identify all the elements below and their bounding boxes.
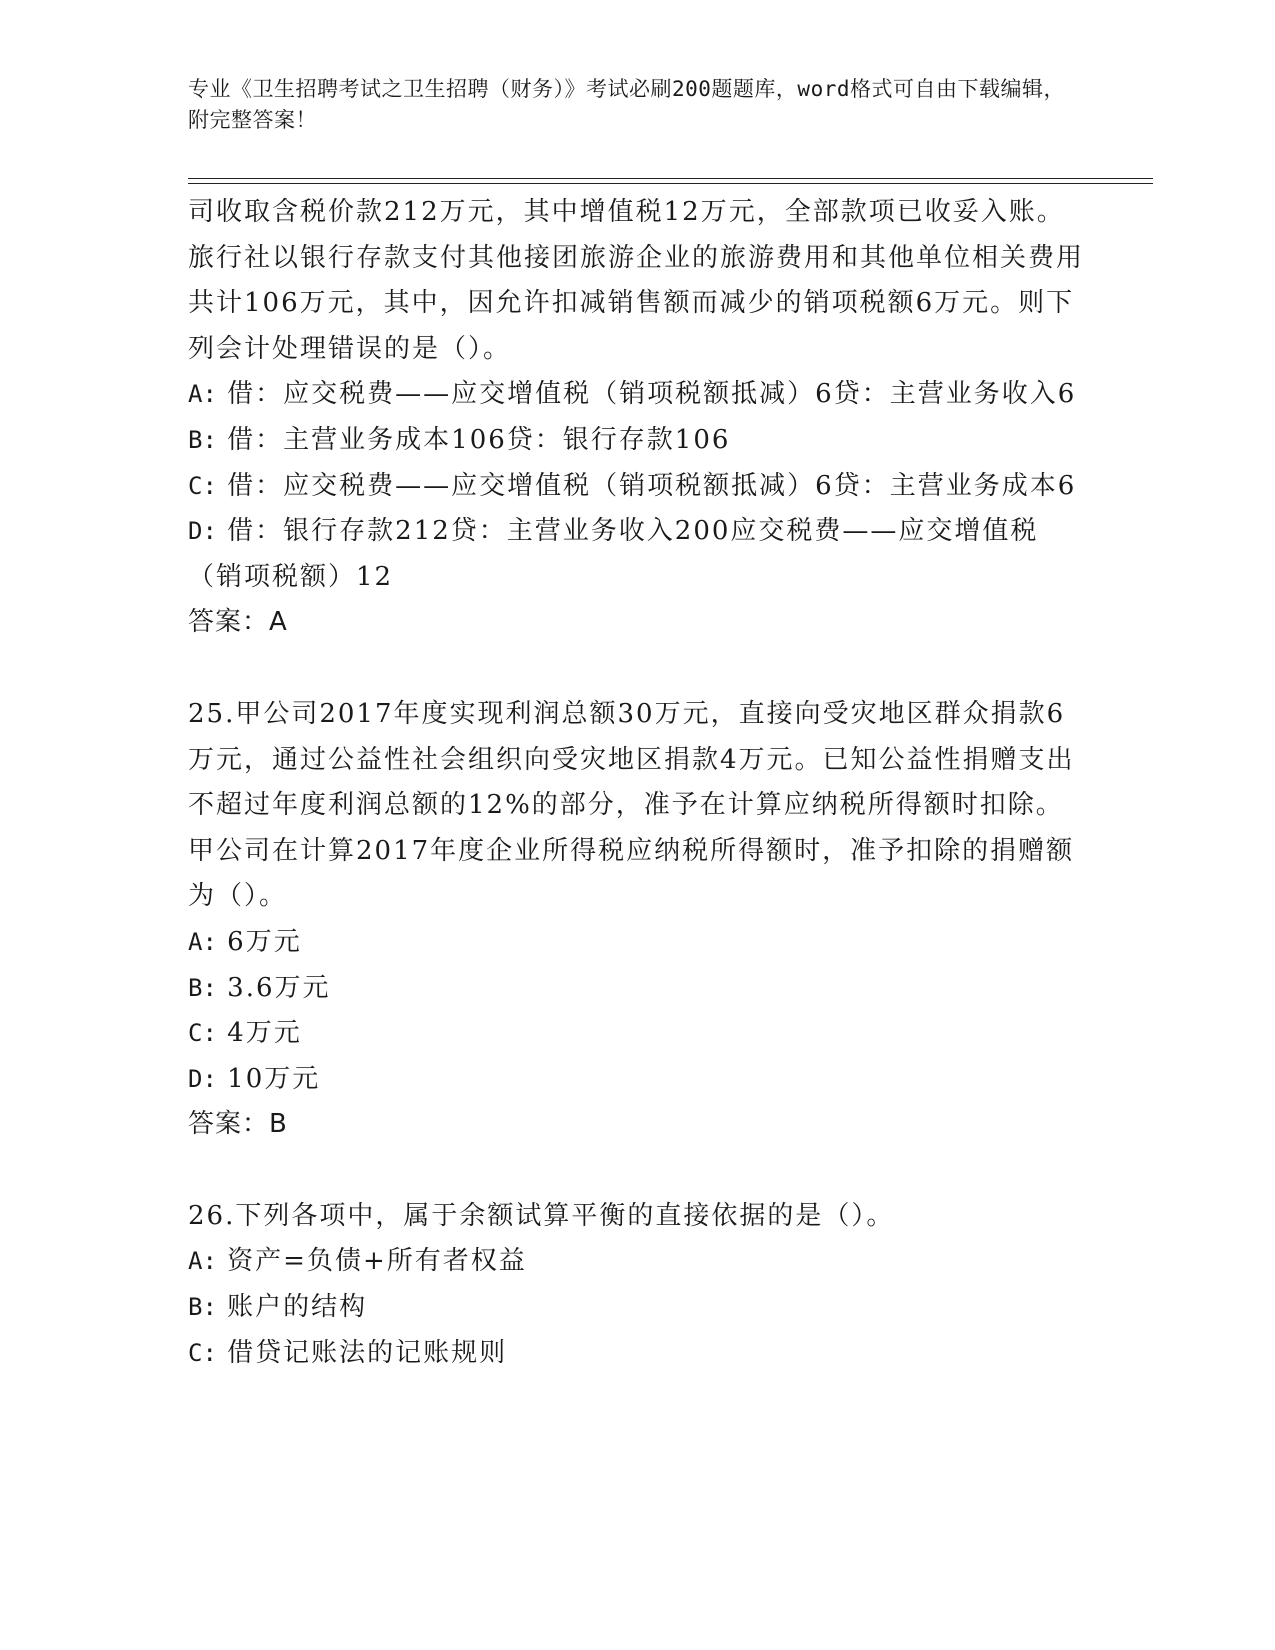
option-c (188, 464, 1088, 510)
option-label: A: (188, 380, 217, 409)
spacer (188, 1148, 1088, 1194)
option-a (188, 1239, 1088, 1285)
option-a (188, 920, 1088, 966)
page-header: 专业《卫生招聘考试之卫生招聘（财务）》考试必刷200题题库，word格式可自由下载编辑，附完整答案！ (188, 77, 1065, 132)
option-label: B: (188, 973, 217, 1002)
option-label: B: (188, 425, 217, 454)
header-rule-bottom (188, 183, 1153, 184)
option-b (188, 418, 1088, 464)
question-stem: 司收取含税价款212万元，其中增值税12万元，全部款项已收妥入账。旅行社以银行存款支付其他接团旅游企业的旅游费用和其他单位相关费用共计106万元，其中，因允许扣减销售额而减少的销项税额6万元。则下列会计处理错误的是（）。 (188, 197, 1085, 364)
option-text: 6万元 (227, 926, 302, 957)
question-25 (188, 692, 1088, 1148)
option-label: C: (188, 1019, 217, 1048)
question-26 (188, 1194, 1088, 1376)
option-label: C: (188, 1338, 217, 1367)
option-text: 借：主营业务成本106贷：银行存款106 (227, 424, 731, 455)
option-b (188, 966, 1088, 1012)
option-label: B: (188, 1293, 217, 1322)
option-c (188, 1331, 1088, 1377)
option-b (188, 1285, 1088, 1331)
option-label: A: (188, 927, 217, 956)
question-stem: 25.甲公司2017年度实现利润总额30万元，直接向受灾地区群众捐款6万元，通过公益性社会组织向受灾地区捐款4万元。已知公益性捐赠支出不超过年度利润总额的12%的部分，准予在计算应纳税所得额时扣除。甲公司在计算2017年度企业所得税应纳税所得额时，准予扣除的捐赠额为（）。 (188, 698, 1075, 912)
option-text: 资产=负债+所有者权益 (227, 1246, 527, 1277)
option-text: 借：应交税费——应交增值税（销项税额抵减）6贷：主营业务收入6 (227, 379, 1077, 410)
option-text: 借：银行存款212贷：主营业务收入200应交税费——应交增值税（销项税额）12 (188, 516, 1039, 592)
question-content (188, 190, 1088, 1376)
option-label: D: (188, 1064, 217, 1093)
option-text: 账户的结构 (227, 1292, 368, 1323)
option-text: 借：应交税费——应交增值税（销项税额抵减）6贷：主营业务成本6 (227, 470, 1077, 501)
option-d (188, 1057, 1088, 1103)
option-text: 借贷记账法的记账规则 (227, 1337, 508, 1368)
option-a (188, 372, 1088, 418)
answer-line: 答案：A (188, 607, 288, 638)
answer-line: 答案：B (188, 1109, 288, 1140)
option-label: A: (188, 1247, 217, 1276)
question-24 (188, 190, 1088, 646)
question-stem: 26.下列各项中，属于余额试算平衡的直接依据的是（）。 (188, 1200, 895, 1231)
option-text: 4万元 (227, 1018, 302, 1049)
header-rule-top (188, 178, 1153, 179)
option-label: C: (188, 471, 217, 500)
option-label: D: (188, 517, 217, 546)
option-c (188, 1011, 1088, 1057)
spacer (188, 646, 1088, 692)
option-d (188, 509, 1088, 600)
option-text: 10万元 (227, 1063, 321, 1094)
option-text: 3.6万元 (227, 972, 331, 1003)
